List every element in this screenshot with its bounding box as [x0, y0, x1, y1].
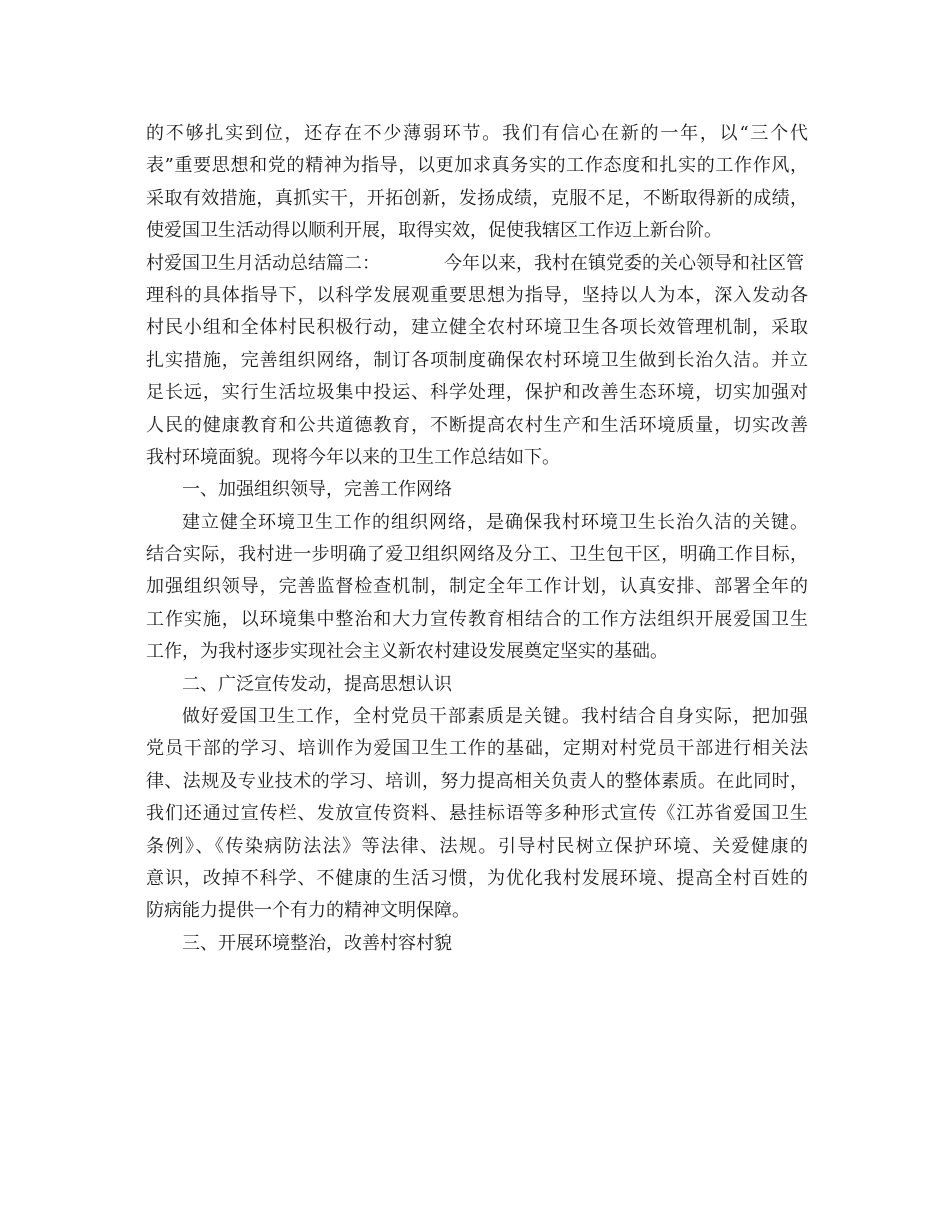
text-line: 党员干部的学习、培训作为爱国卫生工作的基础，定期对村党员干部进行相关法: [146, 738, 808, 760]
text-line: 足长远，实行生活垃圾集中投运、科学处理，保护和改善生态环境，切实加强对: [146, 382, 808, 404]
text-line: 意识，改掉不科学、不健康的生活习惯，为优化我村发展环境、提高全村百姓的: [146, 867, 808, 889]
text-line: 结合实际，我村进一步明确了爱卫组织网络及分工、卫生包干区，明确工作目标，: [146, 544, 808, 566]
text-line: 采取有效措施，真抓实干，开拓创新，发扬成绩，克服不足，不断取得新的成绩，: [146, 187, 808, 209]
section-heading-2: 二、广泛宣传发动，提高思想认识: [182, 673, 452, 695]
text-line: 村民小组和全体村民积极行动，建立健全农村环境卫生各项长效管理机制，采取: [146, 317, 808, 339]
text-line: 表”重要思想和党的精神为指导，以更加求真务实的工作态度和扎实的工作作风，: [146, 155, 808, 177]
text-line: 的不够扎实到位，还存在不少薄弱环节。我们有信心在新的一年，以“三个代: [146, 123, 808, 144]
document-body: [146, 118, 808, 960]
text-line: 建立健全环境卫生工作的组织网络，是确保我村环境卫生长治久洁的关键。: [182, 511, 808, 533]
paragraph-intro-end: [146, 118, 808, 248]
paragraph-organization: [146, 507, 808, 669]
section-title: 村爱国卫生月活动总结篇二：: [146, 252, 380, 274]
paragraph-part-two: [146, 248, 808, 475]
text-line: 条例》、《传染病防法法》等法律、法规。引导村民树立保护环境、关爱健康的: [146, 835, 808, 857]
text-line: 律、法规及专业技术的学习、培训，努力提高相关负责人的整体素质。在此同时，: [146, 770, 808, 792]
text-line: 我村环境面貌。现将今年以来的卫生工作总结如下。: [146, 446, 560, 468]
text-line: 做好爱国卫生工作，全村党员干部素质是关键。我村结合自身实际，把加强: [182, 706, 808, 728]
text-line: 扎实措施，完善组织网络，制订各项制度确保农村环境卫生做到长治久洁。并立: [146, 349, 808, 371]
paragraph-publicity: [146, 701, 808, 928]
text-line: 工作，为我村逐步实现社会主义新农村建设发展奠定坚实的基础。: [146, 641, 668, 663]
text-line: 防病能力提供一个有力的精神文明保障。: [146, 900, 470, 922]
text-line: 工作实施，以环境集中整治和大力宣传教育相结合的工作方法组织开展爱国卫生: [146, 608, 808, 630]
section-heading-3: 三、开展环境整治，改善村容村貌: [182, 932, 452, 954]
text-line: 今年以来，我村在镇党委的关心领导和社区管: [444, 252, 804, 274]
text-line: 人民的健康教育和公共道德教育，不断提高农村生产和生活环境质量，切实改善: [146, 414, 808, 436]
text-line: 理科的具体指导下，以科学发展观重要思想为指导，坚持以人为本，深入发动各: [146, 284, 808, 306]
text-line-with-title: [146, 248, 808, 280]
text-line: 我们还通过宣传栏、发放宣传资料、悬挂标语等多种形式宣传《江苏省爱国卫生: [146, 803, 808, 825]
text-line: 加强组织领导，完善监督检查机制，制定全年工作计划，认真安排、部署全年的: [146, 576, 808, 598]
text-line: 使爱国卫生活动得以顺利开展，取得实效，促使我辖区工作迈上新台阶。: [146, 220, 722, 242]
section-heading-1: 一、加强组织领导，完善工作网络: [182, 479, 452, 501]
